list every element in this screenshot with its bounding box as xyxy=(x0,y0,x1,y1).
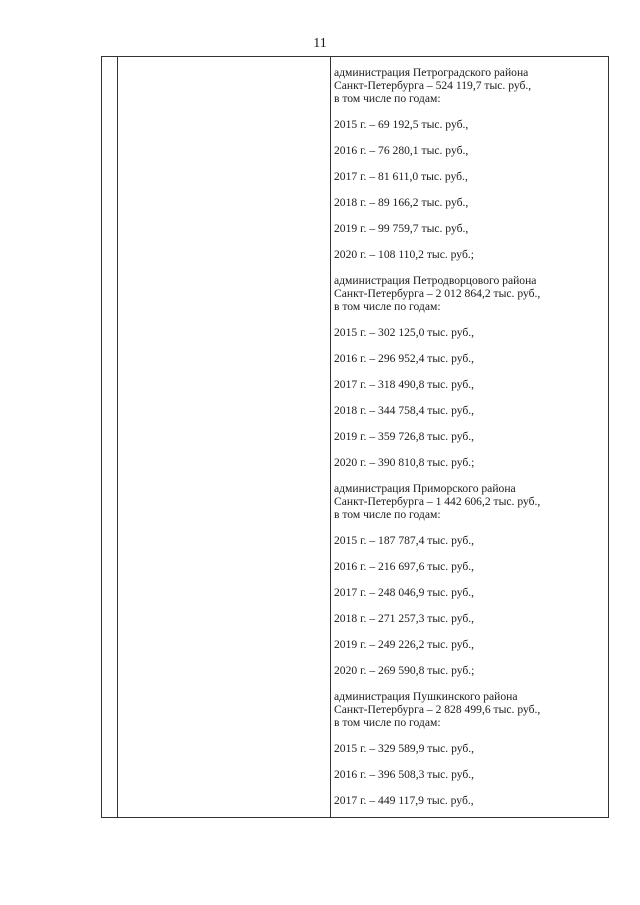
year-amount: 2017 г. – 248 046,9 тыс. руб., xyxy=(334,586,475,599)
table-column-title xyxy=(118,57,331,817)
district-heading-line: администрация Пушкинского района xyxy=(334,690,518,703)
year-amount: 2020 г. – 108 110,2 тыс. руб.; xyxy=(334,248,474,261)
year-amount: 2015 г. – 69 192,5 тыс. руб., xyxy=(334,118,469,131)
year-amount: 2016 г. – 216 697,6 тыс. руб., xyxy=(334,560,475,573)
district-heading-line: в том числе по годам: xyxy=(334,508,441,521)
district-heading-line: администрация Приморского района xyxy=(334,482,516,495)
district-heading-line: в том числе по годам: xyxy=(334,300,441,313)
year-amount: 2019 г. – 359 726,8 тыс. руб., xyxy=(334,430,475,443)
year-amount: 2015 г. – 302 125,0 тыс. руб., xyxy=(334,326,475,339)
document-table xyxy=(101,56,609,818)
district-block xyxy=(334,690,608,807)
year-amount: 2016 г. – 396 508,3 тыс. руб., xyxy=(334,768,475,781)
year-amount: 2019 г. – 99 759,7 тыс. руб., xyxy=(334,222,469,235)
year-amount: 2015 г. – 187 787,4 тыс. руб., xyxy=(334,534,475,547)
district-heading-line: администрация Петродворцового района xyxy=(334,274,537,287)
year-amount: 2020 г. – 390 810,8 тыс. руб.; xyxy=(334,456,475,469)
year-amount: 2020 г. – 269 590,8 тыс. руб.; xyxy=(334,664,475,677)
district-heading-line: Санкт-Петербурга – 524 119,7 тыс. руб., xyxy=(334,79,532,92)
district-heading-line: Санкт-Петербурга – 1 442 606,2 тыс. руб., xyxy=(334,495,541,508)
district-heading-line: Санкт-Петербурга – 2 012 864,2 тыс. руб., xyxy=(334,287,541,300)
year-amount: 2019 г. – 249 226,2 тыс. руб., xyxy=(334,638,475,651)
year-amount: 2017 г. – 318 490,8 тыс. руб., xyxy=(334,378,475,391)
year-amount: 2015 г. – 329 589,9 тыс. руб., xyxy=(334,742,475,755)
year-amount: 2016 г. – 76 280,1 тыс. руб., xyxy=(334,144,469,157)
district-heading-line: администрация Петроградского района xyxy=(334,66,529,79)
page-number: 11 xyxy=(313,36,327,51)
table-column-content xyxy=(331,57,608,817)
year-amount: 2018 г. – 89 166,2 тыс. руб., xyxy=(334,196,469,209)
year-amount: 2017 г. – 81 611,0 тыс. руб., xyxy=(334,170,468,183)
year-amount: 2018 г. – 271 257,3 тыс. руб., xyxy=(334,612,475,625)
district-block xyxy=(334,274,608,482)
year-amount: 2017 г. – 449 117,9 тыс. руб., xyxy=(334,794,474,807)
year-amount: 2018 г. – 344 758,4 тыс. руб., xyxy=(334,404,475,417)
year-amount: 2016 г. – 296 952,4 тыс. руб., xyxy=(334,352,475,365)
district-block xyxy=(334,482,608,690)
district-heading-line: Санкт-Петербурга – 2 828 499,6 тыс. руб., xyxy=(334,703,541,716)
table-column-number xyxy=(102,57,118,817)
district-block xyxy=(334,66,608,274)
district-heading-line: в том числе по годам: xyxy=(334,716,441,729)
district-heading-line: в том числе по годам: xyxy=(334,92,441,105)
